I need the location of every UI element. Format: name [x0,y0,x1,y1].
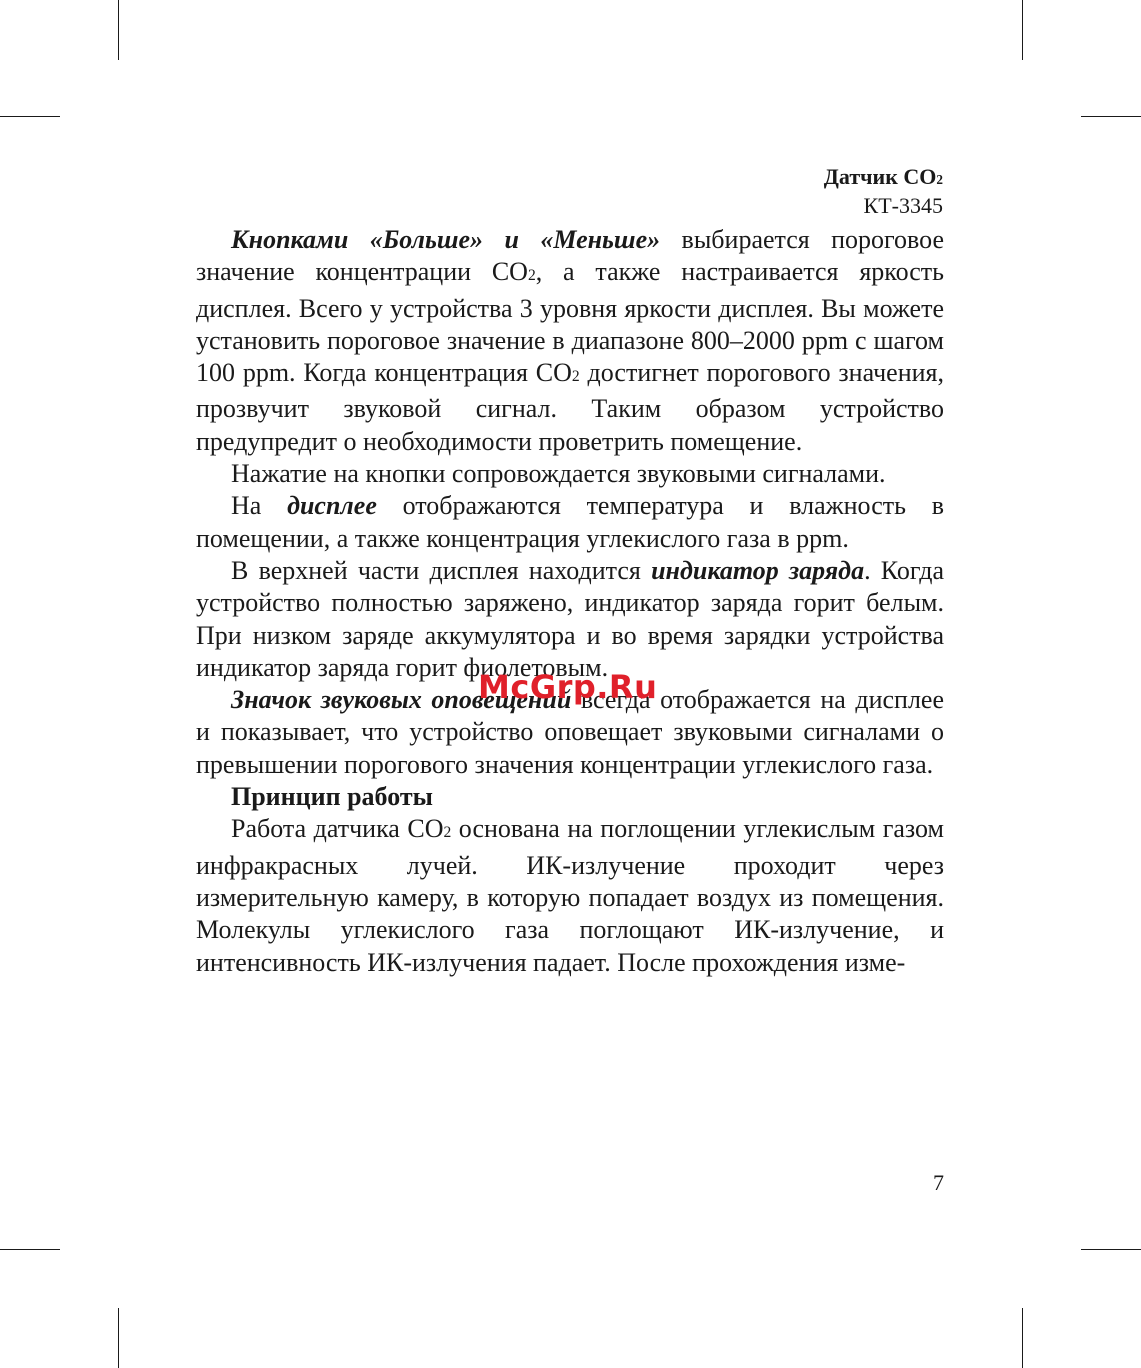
emphasis: Кнопками «Больше» и «Меньше» [231,225,661,254]
crop-mark [1022,1308,1023,1368]
emphasis: индикатор заряда [651,555,865,585]
crop-mark [118,0,119,60]
text-run: выбирается пороговое значение концентрации СО [196,225,944,287]
subscript: 2 [443,824,452,842]
crop-mark [0,1249,60,1250]
paragraph-display [196,490,944,555]
watermark: McGrp.Ru [478,668,658,706]
section-title: Принцип работы [231,782,433,812]
paragraph-principle [196,813,944,978]
header-model: КТ-3345 [863,193,943,218]
text-run: , а также настраивается яркость дисплея. Всего у устройства 3 уровня яркости дисплея. Вы можете установить пороговое значение в диапазоне 800–2000 ppm с шагом 100 ppm. Когда концентрация СО [196,257,944,388]
crop-mark [1022,0,1023,60]
text-run: отображаются температура и влажность в помещении, а также концентрация углекислого газа в ppm. [196,491,944,553]
running-header [824,164,943,219]
page-body [196,224,944,979]
crop-mark [1081,116,1141,117]
text-run: Работа датчика СО [231,814,444,844]
crop-mark [118,1308,119,1368]
subscript: 2 [571,368,580,386]
header-title [824,164,943,193]
header-title-subscript: 2 [936,172,943,187]
emphasis: дисплее [287,491,377,521]
text-run: основана на поглощении углекислым газом инфракрасных лучей. ИК-излучение проходит через измерительную камеру, в которую попадает воздух из помещения. Молекулы углекислого газа поглощают ИК-излучение, и интенсивность ИК-излучения падает. После прохождения изме- [196,814,944,977]
text-run: На [231,491,288,521]
paragraph-sounds: Нажатие на кнопки сопровождается звуковыми сигналами. [231,459,886,489]
text-run: достигнет порогового значения, прозвучит звуковой сигнал. Таким образом устройство предупредит о необходимости проветрить помещение. [196,358,944,456]
page-number: 7 [933,1170,944,1195]
text-run: всегда отображается на дисплее и показывает, что устройство оповещает звуковыми сигналами о превышении порогового значения концентрации углекислого газа. [196,685,944,779]
crop-mark [1081,1249,1141,1250]
crop-mark [0,116,60,117]
subscript: 2 [527,267,536,285]
emphasis: Значок звуковых оповещений [231,685,572,715]
paragraph-buttons [196,224,944,458]
text-run: . Когда устройство полностью заряжено, индикатор заряда горит белым. При низком заряде аккумулятора и во время зарядки устройства индикатор заряда горит фиолетовым. [196,555,944,682]
header-title-text: Датчик СО [823,164,937,189]
text-run: В верхней части дисплея находится [231,555,652,585]
paragraph-charge-indicator [196,555,944,684]
